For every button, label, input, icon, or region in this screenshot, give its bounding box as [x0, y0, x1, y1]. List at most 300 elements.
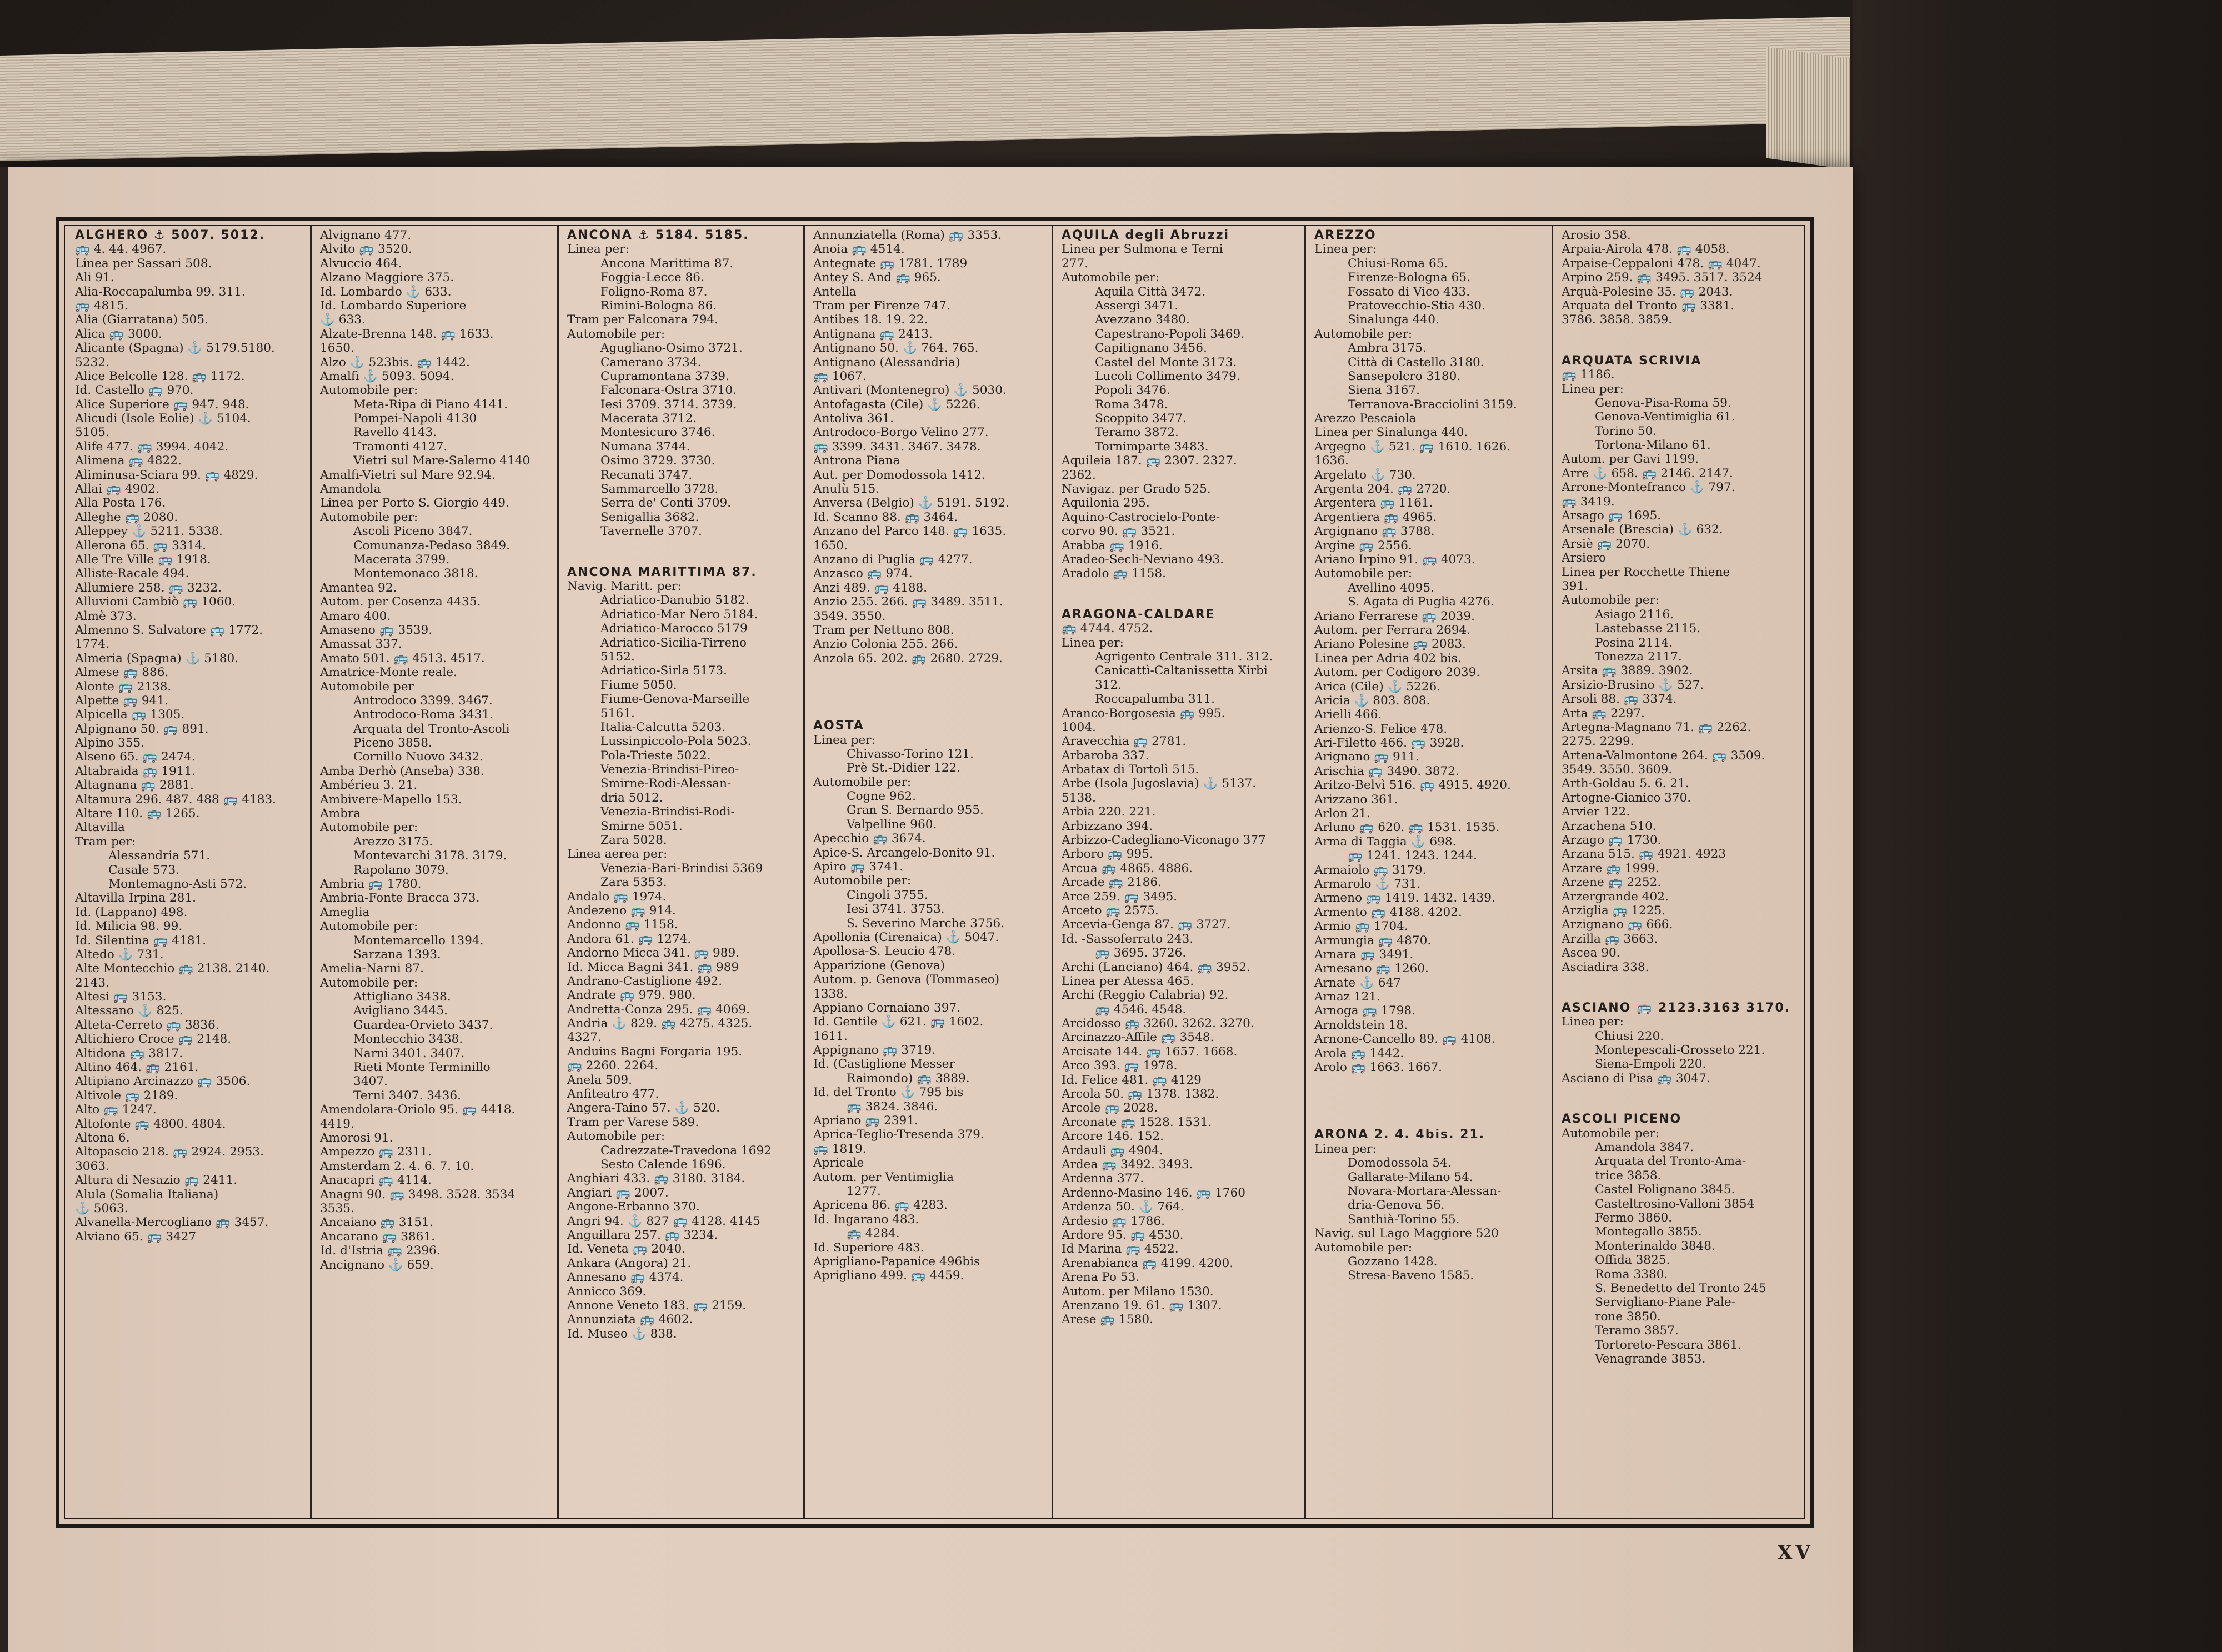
index-entry: Ariano Polesine 🚌 2083.: [1314, 637, 1466, 652]
index-entry: Fossato di Vico 433.: [1348, 284, 1470, 299]
index-entry: Almè 373.: [75, 609, 137, 623]
index-entry: Venagrande 3853.: [1595, 1351, 1706, 1366]
index-entry: Cornillo Nuovo 3432.: [353, 750, 484, 764]
index-entry: Altino 464. 🚌 2161.: [75, 1060, 199, 1075]
index-entry: Avellino 4095.: [1348, 580, 1435, 595]
index-entry: Foligno-Roma 87.: [600, 284, 708, 299]
column-divider: [1304, 226, 1306, 1518]
index-entry: Tonezza 2117.: [1595, 649, 1682, 664]
index-entry: Argelato ⚓ 730.: [1314, 468, 1416, 482]
index-entry: Anzio Colonia 255. 266.: [813, 637, 958, 652]
index-entry: Arcola 50. 🚌 1378. 1382.: [1062, 1087, 1219, 1102]
index-entry: Teramo 3857.: [1595, 1324, 1679, 1338]
index-entry: Antibes 18. 19. 22.: [813, 313, 928, 327]
index-entry: Linea per:: [1314, 242, 1377, 257]
index-entry: Zara 5028.: [600, 833, 667, 848]
index-entry: Automobile per:: [813, 775, 912, 789]
index-entry: Alula (Somalia Italiana): [75, 1187, 219, 1202]
index-entry: Fiume-Genova-Marseille: [600, 692, 750, 707]
index-entry: Id Marina 🚌 4522.: [1062, 1242, 1179, 1256]
index-entry: Andalo 🚌 1974.: [567, 889, 667, 904]
index-entry: Apiro 🚌 3741.: [813, 860, 904, 874]
index-entry: Novara-Mortara-Alessan-: [1348, 1184, 1502, 1198]
index-entry: Arola 🚌 1442.: [1314, 1046, 1404, 1060]
index-entry: Artogne-Gianico 370.: [1562, 790, 1691, 805]
index-entry: Altamura 296. 487. 488 🚌 4183.: [75, 792, 277, 807]
index-entry: Terranova-Bracciolini 3159.: [1348, 397, 1517, 412]
index-entry: Altivole 🚌 2189.: [75, 1088, 178, 1103]
index-entry: Automobile per:: [1314, 567, 1413, 581]
index-entry: Numana 3744.: [600, 439, 690, 454]
index-entry: Stresa-Baveno 1585.: [1348, 1269, 1474, 1283]
index-entry: Id. Castello 🚌 970.: [75, 383, 194, 398]
index-entry: Sammarcello 3728.: [600, 482, 719, 497]
index-entry: Raimondo) 🚌 3889.: [847, 1071, 970, 1085]
index-entry: Alzano Maggiore 375.: [320, 271, 454, 285]
index-entry: Anguillara 257. 🚌 3234.: [567, 1228, 718, 1242]
index-entry: Arzergrande 402.: [1562, 889, 1669, 904]
index-entry: Altidona 🚌 3817.: [75, 1046, 183, 1060]
index-entry: Roccapalumba 311.: [1095, 692, 1215, 707]
index-spacer: [1562, 974, 1806, 1001]
index-entry: 391.: [1562, 579, 1589, 593]
index-entry: Andrano-Castiglione 492.: [567, 974, 723, 988]
index-entry: Arquà-Polesine 35. 🚌 2043.: [1562, 284, 1733, 299]
index-entry: Alia-Roccapalumba 99. 311.: [75, 284, 246, 299]
index-entry: Servigliano-Piane Pale-: [1595, 1295, 1735, 1310]
index-entry: Senigallia 3682.: [600, 510, 699, 524]
index-entry: Arnone-Cancello 89. 🚌 4108.: [1314, 1032, 1495, 1047]
index-entry: Artena-Valmontone 264. 🚌 3509.: [1562, 748, 1765, 763]
column-divider: [1052, 226, 1053, 1518]
index-entry: Amaro 400.: [320, 609, 391, 623]
index-entry: Armaiolo 🚌 3179.: [1314, 863, 1427, 877]
index-entry: Arre ⚓ 658. 🚌 2146. 2147.: [1562, 466, 1733, 480]
index-entry: Amandola 3847.: [1595, 1140, 1694, 1155]
index-entry: Apice-S. Arcangelo-Bonito 91.: [813, 845, 995, 860]
index-entry: Antofagasta (Cile) ⚓ 5226.: [813, 397, 980, 412]
index-entry: Amandola: [320, 482, 381, 497]
index-entry: Automobile per:: [1562, 1126, 1660, 1140]
index-entry: Ariano Irpino 91. 🚌 4073.: [1314, 552, 1475, 567]
index-entry: Altofonte 🚌 4800. 4804.: [75, 1117, 226, 1131]
index-entry: Ariano Ferrarese 🚌 2039.: [1314, 609, 1475, 623]
index-entry: 5105.: [75, 425, 109, 440]
index-entry: Apecchio 🚌 3674.: [813, 832, 926, 846]
index-entry: Antrodoco 3399. 3467.: [353, 693, 493, 708]
index-entry: Tavernelle 3707.: [600, 524, 702, 539]
index-entry: Antivari (Montenegro) ⚓ 5030.: [813, 383, 1007, 398]
index-entry: Pola-Trieste 5022.: [600, 748, 711, 763]
index-entry: Arpaia-Airola 478. 🚌 4058.: [1562, 242, 1730, 257]
index-entry: Asciadira 338.: [1562, 960, 1649, 974]
index-entry: 🚌 3399. 3431. 3467. 3478.: [813, 439, 981, 454]
index-entry: Castel Folignano 3845.: [1595, 1183, 1735, 1197]
index-entry: Ancignano ⚓ 659.: [320, 1258, 434, 1272]
index-entry: S. Severino Marche 3756.: [847, 916, 1005, 930]
index-entry: 🚌 4284.: [847, 1227, 900, 1241]
index-entry: Gozzano 1428.: [1348, 1254, 1438, 1269]
index-entry: Adriatico-Marocco 5179: [600, 622, 748, 636]
index-entry: Amendolara-Oriolo 95. 🚌 4418.: [320, 1103, 516, 1117]
index-entry: Genova-Ventimiglia 61.: [1595, 410, 1735, 424]
index-entry: Sesto Calende 1696.: [600, 1158, 726, 1172]
index-entry: Alicante (Spagna) ⚓ 5179.5180.: [75, 341, 275, 356]
index-entry: Meta-Ripa di Piano 4141.: [353, 397, 508, 412]
index-entry: Arsizio-Brusino ⚓ 527.: [1562, 678, 1704, 692]
index-entry: Alluvioni Cambiò 🚌 1060.: [75, 595, 236, 609]
index-entry: Serra de' Conti 3709.: [600, 496, 732, 510]
index-entry: Sinalunga 440.: [1348, 313, 1439, 327]
index-entry: Antignana 🚌 2413.: [813, 327, 933, 341]
index-entry: Andonno 🚌 1158.: [567, 918, 678, 932]
index-heading: ANCONA MARITTIMA 87.: [567, 565, 757, 579]
index-entry: Altavilla: [75, 820, 125, 835]
index-entry: 🚌 4744. 4752.: [1062, 622, 1153, 636]
index-entry: Linea per Sulmona e Terni: [1062, 242, 1223, 257]
index-entry: Arcidosso 🚌 3260. 3262. 3270.: [1062, 1017, 1254, 1031]
index-entry: Alleghe 🚌 2080.: [75, 510, 178, 524]
index-entry: Arvier 122.: [1562, 805, 1630, 819]
index-entry: Arcinazzo-Affile 🚌 3548.: [1062, 1030, 1214, 1045]
index-entry: Camerano 3734.: [600, 355, 702, 369]
index-entry: Macerata 3799.: [353, 552, 450, 567]
index-entry: Iesi 3741. 3753.: [847, 902, 945, 917]
index-entry: Arta 🚌 2297.: [1562, 706, 1645, 720]
index-spacer: [1562, 1085, 1806, 1112]
index-entry: Arsago 🚌 1695.: [1562, 509, 1662, 523]
index-entry: 5152.: [600, 649, 635, 664]
index-entry: Autom. per Codigoro 2039.: [1314, 665, 1480, 680]
index-entry: Linea per:: [1062, 635, 1124, 650]
index-entry: Arluno 🚌 620. 🚌 1531. 1535.: [1314, 820, 1500, 835]
index-spacer: [1562, 327, 1806, 354]
index-entry: Argegno ⚓ 521. 🚌 1610. 1626.: [1314, 439, 1511, 454]
index-entry: Ambria 🚌 1780.: [320, 877, 422, 891]
index-entry: 277.: [1062, 256, 1089, 271]
index-entry: dria-Genova 56.: [1348, 1198, 1445, 1213]
index-entry: 🚌 3824. 3846.: [847, 1099, 938, 1114]
index-entry: Linea per Sinalunga 440.: [1314, 425, 1468, 440]
index-entry: Terni 3407. 3436.: [353, 1088, 462, 1103]
index-entry: Tram per Firenze 747.: [813, 298, 950, 313]
index-entry: Allumiere 258. 🚌 3232.: [75, 580, 222, 595]
index-entry: Adriatico-Mar Nero 5184.: [600, 607, 758, 622]
index-entry: Anfiteatro 477.: [567, 1087, 659, 1102]
index-heading: ALGHERO ⚓ 5007. 5012.: [75, 228, 266, 242]
column-divider: [1552, 226, 1553, 1518]
index-entry: Altagnana 🚌 2881.: [75, 778, 194, 793]
index-entry: Avigliano 3445.: [353, 1004, 448, 1018]
index-entry: Aritzo-Belvì 516. 🚌 4915. 4920.: [1314, 778, 1511, 793]
index-entry: Almese 🚌 886.: [75, 665, 169, 680]
index-entry: 1636.: [1314, 454, 1349, 468]
index-entry: Autom. per Ventimiglia: [813, 1170, 954, 1184]
index-entry: 🚌 3695. 3726.: [1095, 946, 1187, 960]
index-entry: Angiari 🚌 2007.: [567, 1185, 669, 1200]
index-entry: Arzignano 🚌 666.: [1562, 918, 1673, 932]
index-entry: 5138.: [1062, 790, 1096, 805]
index-entry: Anzola 65. 202. 🚌 2680. 2729.: [813, 651, 1003, 665]
index-entry: Appiano Cornaiano 397.: [813, 1000, 961, 1015]
index-entry: Casteltrosino-Valloni 3854: [1595, 1197, 1755, 1211]
index-entry: Arzachena 510.: [1562, 819, 1657, 833]
index-entry: Arziglia 🚌 1225.: [1562, 903, 1666, 918]
index-entry: Apollosa-S. Leucio 478.: [813, 944, 956, 959]
index-entry: Venezia-Brindisi-Pireo-: [600, 763, 739, 777]
index-entry: 3786. 3858. 3859.: [1562, 313, 1673, 327]
index-entry: dria 5012.: [600, 790, 663, 805]
index-entry: Id. Lombardo Superiore: [320, 298, 467, 313]
index-entry: Asiago 2116.: [1595, 607, 1674, 622]
index-heading: ARAGONA-CALDARE: [1062, 607, 1215, 622]
index-entry: Navigaz. per Grado 525.: [1062, 482, 1211, 497]
index-entry: Alice Superiore 🚌 947. 948.: [75, 397, 249, 412]
index-entry: Armungia 🚌 4870.: [1314, 933, 1432, 948]
index-entry: Armarolo ⚓ 731.: [1314, 877, 1421, 891]
index-entry: Avezzano 3480.: [1095, 313, 1190, 327]
index-entry: Roma 3380.: [1595, 1267, 1668, 1281]
index-entry: Anzano del Parco 148. 🚌 1635.: [813, 524, 1007, 539]
index-entry: Scoppito 3477.: [1095, 412, 1187, 426]
index-entry: Alpignano 50. 🚌 891.: [75, 722, 209, 736]
index-entry: Altipiano Arcinazzo 🚌 3506.: [75, 1074, 251, 1089]
index-entry: Valpelline 960.: [847, 817, 937, 832]
index-entry: Smirne 5051.: [600, 819, 683, 833]
index-entry: Tram per:: [75, 834, 136, 849]
index-entry: Teramo 3872.: [1095, 425, 1179, 440]
column-divider: [557, 226, 559, 1518]
index-entry: Aquino-Castrocielo-Ponte-: [1062, 510, 1220, 524]
index-entry: 2143.: [75, 975, 109, 990]
index-entry: Tram per Varese 589.: [567, 1115, 699, 1129]
page-gutter: [0, 167, 8, 1652]
index-entry: Arcole 🚌 2028.: [1062, 1101, 1158, 1115]
index-entry: Id. Superiore 483.: [813, 1240, 924, 1255]
index-entry: 1611.: [813, 1029, 848, 1043]
index-entry: Aprica-Teglio-Tresenda 379.: [813, 1128, 984, 1142]
index-entry: Zara 5353.: [600, 875, 667, 890]
index-entry: Aliminusa-Sciara 99. 🚌 4829.: [75, 468, 258, 482]
index-entry: Automobile per:: [320, 383, 418, 398]
index-entry: Arica (Cile) ⚓ 5226.: [1314, 679, 1441, 694]
index-entry: Vietri sul Mare-Salerno 4140: [353, 454, 531, 468]
index-entry: Aprigliano-Papanice 496bis: [813, 1254, 980, 1269]
index-entry: 2275. 2299.: [1562, 734, 1634, 749]
index-entry: 1650.: [320, 341, 354, 356]
index-entry: 5161.: [600, 706, 635, 720]
index-entry: Falconara-Ostra 3710.: [600, 383, 737, 398]
index-entry: Arbatax di Tortolì 515.: [1062, 763, 1199, 777]
index-entry: Amalfi ⚓ 5093. 5094.: [320, 369, 454, 383]
index-entry: Osimo 3729. 3730.: [600, 454, 715, 468]
scan-background-right: [1853, 0, 2222, 1652]
index-entry: Prè St.-Didier 122.: [847, 761, 961, 775]
column-divider: [310, 226, 312, 1518]
index-entry: Castel del Monte 3173.: [1095, 355, 1237, 369]
index-entry: Artegna-Magnano 71. 🚌 2262.: [1562, 720, 1751, 734]
index-entry: Anduins Bagni Forgaria 195.: [567, 1044, 743, 1059]
index-entry: Amelia-Narni 87.: [320, 962, 424, 976]
index-entry: Altavilla Irpina 281.: [75, 891, 197, 905]
index-table-frame: [56, 217, 1814, 1528]
index-entry: Arsoli 88. 🚌 3374.: [1562, 692, 1677, 707]
index-entry: Firenze-Bologna 65.: [1348, 271, 1470, 285]
index-entry: Arenzano 19. 61. 🚌 1307.: [1062, 1298, 1222, 1313]
index-entry: Aradeo-Secli-Neviano 493.: [1062, 552, 1224, 567]
index-entry: 4419.: [320, 1117, 354, 1131]
index-entry: Alia (Giarratana) 505.: [75, 313, 208, 327]
index-entry: Autom. p. Genova (Tommaseo): [813, 973, 1000, 987]
index-entry: Alto 🚌 1247.: [75, 1103, 157, 1117]
index-entry: Comunanza-Pedaso 3849.: [353, 538, 510, 553]
index-entry: Arosio 358.: [1562, 228, 1631, 242]
index-entry: Arese 🚌 1580.: [1062, 1313, 1153, 1327]
index-entry: Casale 573.: [108, 863, 179, 877]
index-entry: Linea per:: [1562, 382, 1624, 396]
index-entry: Arnesano 🚌 1260.: [1314, 962, 1429, 976]
index-entry: Antegnate 🚌 1781. 1789: [813, 256, 968, 271]
index-entry: Arquata del Tronto-Ama-: [1595, 1154, 1746, 1169]
index-entry: Id. Felice 481. 🚌 4129: [1062, 1073, 1202, 1087]
index-column-3: [559, 228, 805, 1518]
index-entry: Smirne-Rodi-Alessan-: [600, 777, 732, 791]
index-entry: Arenabianca 🚌 4199. 4200.: [1062, 1256, 1234, 1270]
index-entry: Ampezzo 🚌 2311.: [320, 1145, 432, 1159]
index-heading: ARQUATA SCRIVIA: [1562, 353, 1702, 368]
index-entry: Alife 477. 🚌 3994. 4042.: [75, 439, 229, 454]
index-entry: Ambria-Fonte Bracca 373.: [320, 891, 480, 905]
index-entry: Montevarchi 3178. 3179.: [353, 849, 507, 863]
index-entry: Altessano ⚓ 825.: [75, 1004, 183, 1018]
index-entry: Antey S. And 🚌 965.: [813, 271, 941, 285]
index-entry: Guardea-Orvieto 3437.: [353, 1018, 493, 1032]
index-entry: Id. Lombardo ⚓ 633.: [320, 284, 452, 299]
index-entry: Autom. per Ferrara 2694.: [1314, 623, 1471, 637]
index-spacer: [813, 692, 1050, 719]
index-entry: Aut. per Domodossola 1412.: [813, 468, 985, 482]
index-entry: Rapolano 3079.: [353, 863, 449, 877]
index-entry: Arrone-Montefranco ⚓ 797.: [1562, 480, 1735, 495]
index-entry: Ardea 🚌 3492. 3493.: [1062, 1158, 1193, 1172]
index-entry: Linea per Sassari 508.: [75, 256, 212, 271]
index-entry: Siena 3167.: [1348, 383, 1420, 398]
index-entry: Automobile per:: [813, 874, 912, 888]
index-entry: Arnoldstein 18.: [1314, 1018, 1408, 1032]
index-entry: Automobile per:: [320, 510, 418, 524]
index-entry: Ascoli Piceno 3847.: [353, 524, 473, 539]
index-entry: 3535.: [320, 1201, 354, 1215]
page-number: XV: [1778, 1541, 1814, 1564]
index-entry: Venezia-Brindisi-Rodi-: [600, 805, 735, 819]
index-entry: Automobile per:: [567, 1129, 665, 1144]
index-entry: Arbia 220. 221.: [1062, 805, 1156, 819]
index-entry: Allerona 65. 🚌 3314.: [75, 538, 206, 553]
index-entry: Arquata del Tronto 🚌 3381.: [1562, 298, 1735, 313]
index-entry: Automobile per:: [320, 975, 418, 990]
index-entry: Montemagno-Asti 572.: [108, 877, 247, 891]
index-entry: 🚌 1186.: [1562, 368, 1615, 382]
index-entry: Linea per:: [1562, 1015, 1624, 1029]
index-entry: Arezzo Pescaiola: [1314, 412, 1417, 426]
index-entry: Adriatico-Sirla 5173.: [600, 664, 727, 678]
index-entry: Italia-Calcutta 5203.: [600, 720, 726, 734]
index-entry: Antignano 50. ⚓ 764. 765.: [813, 341, 979, 356]
index-entry: Archi (Reggio Calabria) 92.: [1062, 988, 1229, 1003]
index-entry: 🚌 1067.: [813, 369, 867, 383]
index-entry: Automobile per:: [1562, 593, 1660, 608]
index-entry: Arischia 🚌 3490. 3872.: [1314, 764, 1459, 778]
index-entry: Tramonti 4127.: [353, 439, 448, 454]
book-page-edges-corner: [1766, 47, 1850, 169]
index-entry: Id. -Sassoferrato 243.: [1062, 932, 1194, 946]
index-entry: Arcevia-Genga 87. 🚌 3727.: [1062, 918, 1231, 932]
index-entry: Antrodoco-Roma 3431.: [353, 708, 494, 722]
index-entry: Anzasco 🚌 974.: [813, 567, 913, 581]
index-entry: Anghiari 433. 🚌 3180. 3184.: [567, 1172, 745, 1186]
index-entry: Montegallo 3855.: [1595, 1225, 1702, 1239]
index-entry: Id. Ingarano 483.: [813, 1212, 919, 1227]
index-entry: Tornimparte 3483.: [1095, 439, 1209, 454]
index-entry: Altura di Nesazio 🚌 2411.: [75, 1173, 238, 1188]
index-entry: Antignano (Alessandria): [813, 355, 960, 369]
index-entry: Arlon 21.: [1314, 807, 1370, 821]
index-entry: Alte Montecchio 🚌 2138. 2140.: [75, 962, 270, 976]
index-entry: Siena-Empoli 220.: [1595, 1057, 1706, 1072]
index-entry: Argine 🚌 2556.: [1314, 538, 1412, 553]
index-entry: Arignano 🚌 911.: [1314, 750, 1420, 764]
index-entry: Amorosi 91.: [320, 1131, 393, 1145]
index-spacer: [567, 539, 802, 565]
index-entry: Roma 3478.: [1095, 397, 1168, 412]
index-entry: Ancona Marittima 87.: [600, 256, 734, 271]
index-entry: Arbizzo-Cadegliano-Viconago 377: [1062, 833, 1266, 848]
index-entry: 🚌 4. 44. 4967.: [75, 242, 167, 257]
index-entry: Annesano 🚌 4374.: [567, 1270, 684, 1285]
index-column-5: [1054, 228, 1306, 1518]
index-heading: AREZZO: [1314, 228, 1377, 242]
index-entry: Aquileia 187. 🚌 2307. 2327.: [1062, 454, 1237, 468]
index-entry: Macerata 3712.: [600, 412, 697, 426]
index-entry: Linea per:: [813, 733, 875, 747]
index-entry: Arbizzano 394.: [1062, 819, 1153, 833]
index-entry: Tortona-Milano 61.: [1595, 438, 1711, 453]
index-entry: Anzano di Puglia 🚌 4277.: [813, 552, 973, 567]
index-entry: Angera-Taino 57. ⚓ 520.: [567, 1101, 720, 1115]
index-entry: Aquilonia 295.: [1062, 496, 1150, 510]
index-entry: Apricale: [813, 1156, 864, 1170]
index-entry: 3407.: [353, 1074, 388, 1089]
index-entry: rone 3850.: [1595, 1309, 1661, 1324]
index-entry: 1774.: [75, 637, 109, 652]
index-entry: Fiume 5050.: [600, 678, 677, 692]
index-entry: Alpicella 🚌 1305.: [75, 708, 185, 722]
index-entry: 🚌 4546. 4548.: [1095, 1002, 1187, 1017]
index-entry: Chiusi 220.: [1595, 1029, 1664, 1043]
index-entry: Sansepolcro 3180.: [1348, 369, 1461, 383]
index-entry: Autom. per Cosenza 4435.: [320, 595, 481, 609]
index-entry: 1004.: [1062, 720, 1096, 734]
index-entry: Linea aerea per:: [567, 847, 668, 862]
index-entry: Apriano 🚌 2391.: [813, 1114, 918, 1128]
index-entry: Venezia-Bari-Brindisi 5369: [600, 861, 763, 875]
index-entry: Arzilla 🚌 3663.: [1562, 932, 1658, 946]
index-entry: Andrate 🚌 979. 980.: [567, 988, 696, 1003]
index-entry: Anzio 255. 266. 🚌 3489. 3511.: [813, 595, 1003, 609]
index-entry: 5232.: [75, 355, 109, 369]
index-heading: ASCOLI PICENO: [1562, 1112, 1682, 1127]
index-entry: Andretta-Conza 295. 🚌 4069.: [567, 1002, 750, 1017]
